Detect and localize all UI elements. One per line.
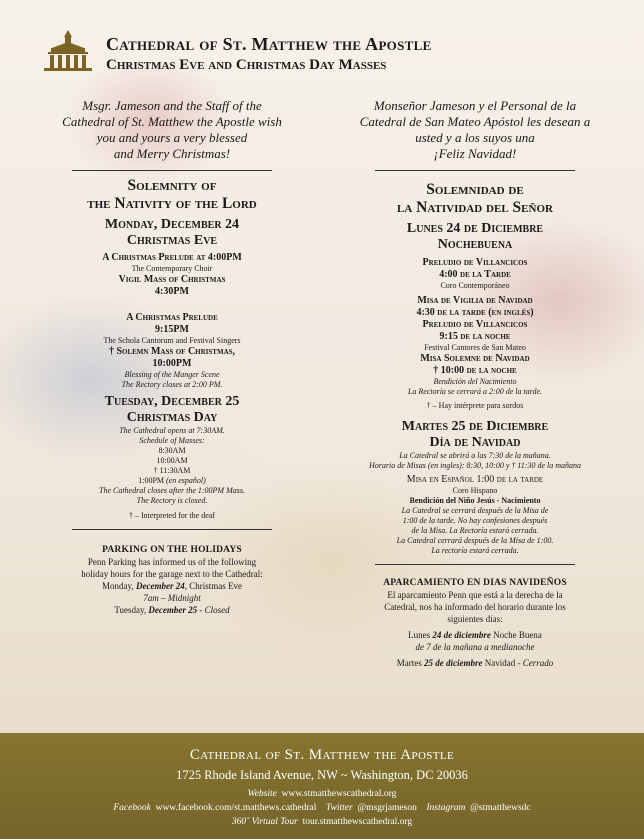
greeting-line: Cathedral of St. Matthew the Apostle wish [62,114,282,129]
footer-title: Cathedral of St. Matthew the Apostle [189,747,455,763]
catedral-cierra: de la Misa. La Rectoría estará cerrada. [411,526,539,535]
solemnity-title [42,177,302,213]
martes-date: Martes 25 de Diciembre [401,419,549,434]
misa-vigilia-time: 4:30 de la tarde (en inglés) [416,307,534,318]
manger-blessing: Blessing of the Manger Scene [124,370,220,379]
solemnity-line: Solemnity of [127,177,217,194]
greeting-line: Monseñor Jameson y el Personal de la [373,98,577,113]
parking-closed: - Closed [197,605,230,615]
rectory-note: The Rectory closes at 2:00 PM. [121,380,223,389]
aparcamiento-text: Catedral, nos ha informado del horario durante los [384,602,566,612]
footer-website-row [0,789,644,799]
facebook-link[interactable]: www.facebook.com/st.matthews.cathedral [155,803,317,813]
twitter-link[interactable]: @msgrjameson [357,803,417,813]
solemnidad-title [340,181,610,217]
misa-solemne-time: † 10:00 de la noche [433,365,517,376]
catedral-cierra: La Catedral se cerrará después de la Misa de [401,506,549,515]
greeting-line: Catedral de San Mateo Apóstol les desean a [359,114,591,129]
solemn-mass-time: 10:00PM [152,358,192,369]
interprete-note: † – Hay intérprete para sordos [426,401,524,410]
vigil-mass-time: 4:30PM [155,286,189,297]
spanish-column [340,98,610,669]
prelude-1: A Christmas Prelude at 4:00PM [102,252,242,263]
greeting-line: usted y a los suyos una [415,130,535,145]
aparcamiento-horas: de 7 de la mañana a medianoche [415,642,535,652]
preludio-1-choir: Coro Contemporáneo [440,281,510,290]
footer-address: 1725 Rhode Island Avenue, NW ~ Washington, DC 20036 [176,768,468,782]
preludio-1: Preludio de Villancicos [422,257,528,268]
parking-day: Lunes [408,630,433,640]
interpreted-note: † – Interpreted for the deaf [129,511,215,520]
lunes-date: Lunes 24 de Diciembre [406,221,544,236]
english-column [42,98,302,616]
cathedral-closes: The Cathedral closes after the 1:00PM Mass. [99,486,245,495]
monday-section [42,217,302,390]
cathedral-opens: The Cathedral opens at 7:30AM. [119,426,225,435]
solemnity-line: the Nativity of the Lord [87,195,257,212]
monday-date: Monday, December 24 [104,217,240,232]
parking-closed: Cerrado [522,658,554,668]
parking-date: December 25 [148,605,198,615]
parking-date: 24 de diciembre [432,630,491,640]
bendicion-nacimiento: Bendición del Nacimiento [433,377,517,386]
spanish-greeting [340,98,610,162]
parking-holiday: Navidad - [482,658,523,668]
rectory-closed: The Rectory is closed. [136,496,208,505]
horario-misas: Horario de Misas (en ingles): 8:30, 10:00 y † 11:30 de la mañana [368,461,582,470]
prelude-2-choir: The Schola Cantorum and Festival Singers [103,336,241,345]
mass-time: 8:30AM [158,446,186,455]
nochebuena-label: Nochebuena [437,237,513,252]
facebook-label: Facebook [113,803,151,813]
greeting-line: you and yours a very blessed [96,130,248,145]
cathedral-logo-icon [42,28,94,72]
aparcamiento-text: El aparcamiento Penn que está a la derecha de la [387,590,563,600]
solemnity-line: la Natividad del Señor [397,199,553,216]
website-label: Website [247,789,277,799]
aparcamiento-lunes [340,629,610,641]
instagram-link[interactable]: @stmatthewsdc [470,803,531,813]
misa-vigilia: Misa de Vigilia de Navidad [417,295,533,306]
parking-day: Tuesday, [114,605,149,615]
tuesday-date: Tuesday, December 25 [104,394,240,409]
parking-section [42,544,302,616]
instagram-label: Instagram [426,803,466,813]
preludio-1-time: 4:00 de la Tarde [439,269,511,280]
header-subtitle: Christmas Eve and Christmas Day Masses [106,57,387,73]
misa-solemne: Misa Solemne de Navidad [420,353,530,364]
preludio-2-time: 9:15 de la noche [439,331,511,342]
parking-heading: PARKING ON THE HOLIDAYS [102,545,242,555]
schedule-label: Schedule of Masses: [139,436,205,445]
parking-tuesday [42,604,302,616]
divider [375,564,575,565]
mass-time: 10:00AM [156,456,188,465]
mass-time: † 11:30AM [153,466,191,475]
parking-date: December 24 [135,581,185,591]
christmas-eve-label: Christmas Eve [126,233,218,248]
vigil-mass: Vigil Mass of Christmas [118,274,226,285]
preludio-2: Preludio de Villancicos [422,319,528,330]
catedral-abre: La Catedral se abrirá a las 7:30 de la mañana. [399,451,551,460]
misa-espanol: Misa en Español 1:00 de la tarde [406,474,544,485]
preludio-2-choir: Festival Cantores de San Mateo [424,343,526,352]
divider [72,529,272,530]
parking-holiday: Noche Buena [490,630,542,640]
greeting-line: and Merry Christmas! [113,146,231,161]
aparcamiento-text: siguientes días: [447,614,503,624]
christmas-day-label: Christmas Day [126,410,218,425]
divider [375,170,575,171]
prelude-2-time: 9:15PM [155,324,189,335]
coro-hispano: Coro Hispano [452,486,498,495]
parking-day: Martes [396,658,424,668]
english-greeting [42,98,302,162]
website-link[interactable]: www.stmatthewscathedral.org [281,789,397,799]
catedral-cierra: La Catedral cerrará después de la Misa de 1:00. [396,536,554,545]
greeting-line: ¡Feliz Navidad! [433,146,517,161]
parking-holiday: , Christmas Eve [184,581,242,591]
prelude-2: A Christmas Prelude [126,312,218,323]
lunes-section [340,221,610,411]
catedral-cierra: 1:00 de la tarde. No hay confesiones después [402,516,548,525]
header [40,28,600,78]
solemnity-line: Solemnidad de [426,181,524,198]
footer [0,733,644,839]
rectoria-note: La Rectoría se cerrará a 2:00 de la tarde. [407,387,543,396]
spanish-mass [42,476,302,486]
aparcamiento-heading: APARCAMIENTO EN DIAS NAVIDEÑOS [383,578,567,588]
header-title: Cathedral of St. Matthew the Apostle [106,34,432,54]
greeting-line: Msgr. Jameson and the Staff of the [82,98,262,113]
aparcamiento-martes [340,657,610,669]
footer-social-row [0,803,644,813]
parking-monday [42,580,302,592]
bendicion-nino: Bendición del Niño Jesús - Nacimiento [409,496,541,505]
catedral-cierra: La rectoría estará cerrada. [431,546,519,555]
tour-link[interactable]: tour.stmatthewscathedral.org [302,817,413,827]
solemn-mass: † Solemn Mass of Christmas, [108,346,236,357]
aparcamiento-section [340,577,610,669]
divider [72,170,272,171]
twitter-label: Twitter [325,803,353,813]
tuesday-section [42,394,302,521]
parking-hours: 7am – Midnight [143,593,201,603]
parking-date: 25 de diciembre [424,658,483,668]
tour-label: 360˚ Virtual Tour [231,817,298,827]
dia-navidad-label: Día de Navidad [429,435,521,450]
spanish-mass-time: 1:00PM [138,476,165,485]
martes-section [340,419,610,556]
parking-text: Penn Parking has informed us of the following [87,557,257,567]
parking-day: Monday, [102,581,136,591]
spanish-mass-note: (en español) [166,476,206,485]
parking-text: holiday hours for the garage next to the Cathedral: [81,569,263,579]
prelude-1-choir: The Contemporary Choir [131,264,213,273]
footer-tour-row [0,817,644,827]
